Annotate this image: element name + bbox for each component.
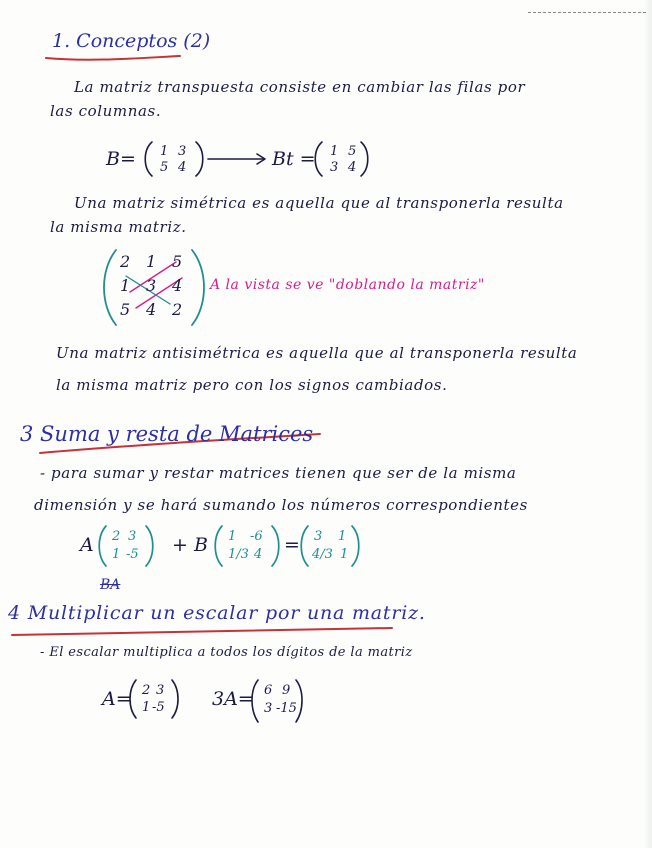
- matrix-cell: 1/3: [228, 547, 249, 562]
- matrix-cell: 5: [348, 144, 357, 159]
- bracket-b-right: [196, 142, 203, 176]
- matrix-cell: 1: [112, 547, 121, 562]
- bracket-r3-left: [301, 526, 308, 566]
- matrix-cell: 3: [330, 160, 339, 175]
- matrix-cell: -6: [250, 529, 263, 544]
- bracket-a3-left: [99, 526, 106, 566]
- matrix-cell: 4: [254, 547, 263, 562]
- matrix-cell: 6: [264, 683, 273, 698]
- text-simetrica-line2: la misma matriz.: [50, 218, 187, 236]
- matrix-cell: 1: [340, 547, 349, 562]
- bracket-a3-right: [146, 526, 153, 566]
- label-b: B=: [106, 148, 136, 170]
- label-bt: Bt =: [272, 148, 316, 170]
- text-transpuesta-line2: las columnas.: [50, 102, 162, 120]
- text-transpuesta-line1: La matriz transpuesta consiste en cambiar las filas por: [74, 78, 526, 96]
- matrix-cell: 5: [160, 160, 169, 175]
- label-a3: A: [80, 534, 94, 556]
- text-simetrica-line1: Una matriz simétrica es aquella que al transponerla resulta: [74, 194, 564, 212]
- label-a4: A=: [102, 688, 132, 710]
- matrix-cell: -5: [126, 547, 139, 562]
- text-suma-line2: dimensión y se hará sumando los números correspondientes: [34, 496, 528, 514]
- matrix-cell: 1: [120, 276, 131, 295]
- matrix-cell: -5: [152, 700, 165, 715]
- matrix-cell: 3: [264, 701, 273, 716]
- title-underline-4: [12, 628, 392, 635]
- equals-sign: =: [284, 534, 300, 556]
- bracket-a4-right: [172, 680, 178, 718]
- bracket-sym-left: [104, 250, 116, 325]
- matrix-cell: 9: [282, 683, 291, 698]
- scribble-ba: BA: [100, 577, 121, 593]
- bracket-b3-right: [272, 526, 279, 566]
- label-3a: 3A=: [212, 688, 254, 710]
- matrix-cell: 4: [146, 300, 157, 319]
- matrix-cell: 2: [120, 252, 131, 271]
- matrix-cell: 3: [314, 529, 323, 544]
- matrix-cell: 1: [338, 529, 347, 544]
- matrix-cell: 4: [348, 160, 357, 175]
- matrix-cell: 3: [128, 529, 137, 544]
- matrix-cell: 5: [172, 252, 183, 271]
- matrix-cell: 1: [160, 144, 169, 159]
- matrix-cell: 1: [330, 144, 339, 159]
- matrix-cell: 1: [228, 529, 237, 544]
- matrix-cell: 4: [178, 160, 187, 175]
- text-escalar-line1: - El escalar multiplica a todos los dígitos de la matriz: [40, 645, 413, 660]
- matrix-cell: 2: [142, 683, 151, 698]
- matrix-cell: 1: [146, 252, 157, 271]
- matrix-cell: 4/3: [312, 547, 333, 562]
- text-antisimetrica-line1: Una matriz antisimétrica es aquella que al transponerla resulta: [56, 344, 578, 362]
- matrix-cell: 2: [112, 529, 121, 544]
- title-underline-1: [46, 56, 180, 60]
- matrix-cell: 4: [172, 276, 183, 295]
- section-title-conceptos: 1. Conceptos (2): [52, 30, 211, 52]
- bracket-r3-right: [352, 526, 359, 566]
- bracket-bt-left: [315, 142, 322, 176]
- bracket-sym-right: [192, 250, 204, 325]
- matrix-cell: 3: [156, 683, 165, 698]
- matrix-cell: 1: [142, 700, 151, 715]
- section-title-escalar: 4 Multiplicar un escalar por una matriz.: [8, 602, 426, 624]
- bracket-b-left: [145, 142, 152, 176]
- matrix-cell: 3: [146, 276, 157, 295]
- matrix-cell: -15: [276, 701, 297, 716]
- matrix-cell: 3: [178, 144, 187, 159]
- bracket-b3-left: [215, 526, 222, 566]
- text-suma-line1: - para sumar y restar matrices tienen que ser de la misma: [40, 464, 517, 482]
- matrix-cell: 2: [172, 300, 183, 319]
- text-antisimetrica-line2: la misma matriz pero con los signos cambiados.: [56, 376, 448, 394]
- plus-sign: +: [172, 534, 188, 556]
- label-b3: B: [194, 534, 208, 556]
- matrix-cell: 5: [120, 300, 131, 319]
- bracket-bt-right: [361, 142, 368, 176]
- note-doblando: A la vista se ve "doblando la matriz": [210, 277, 485, 293]
- section-title-suma-resta: 3 Suma y resta de Matrices: [20, 422, 314, 446]
